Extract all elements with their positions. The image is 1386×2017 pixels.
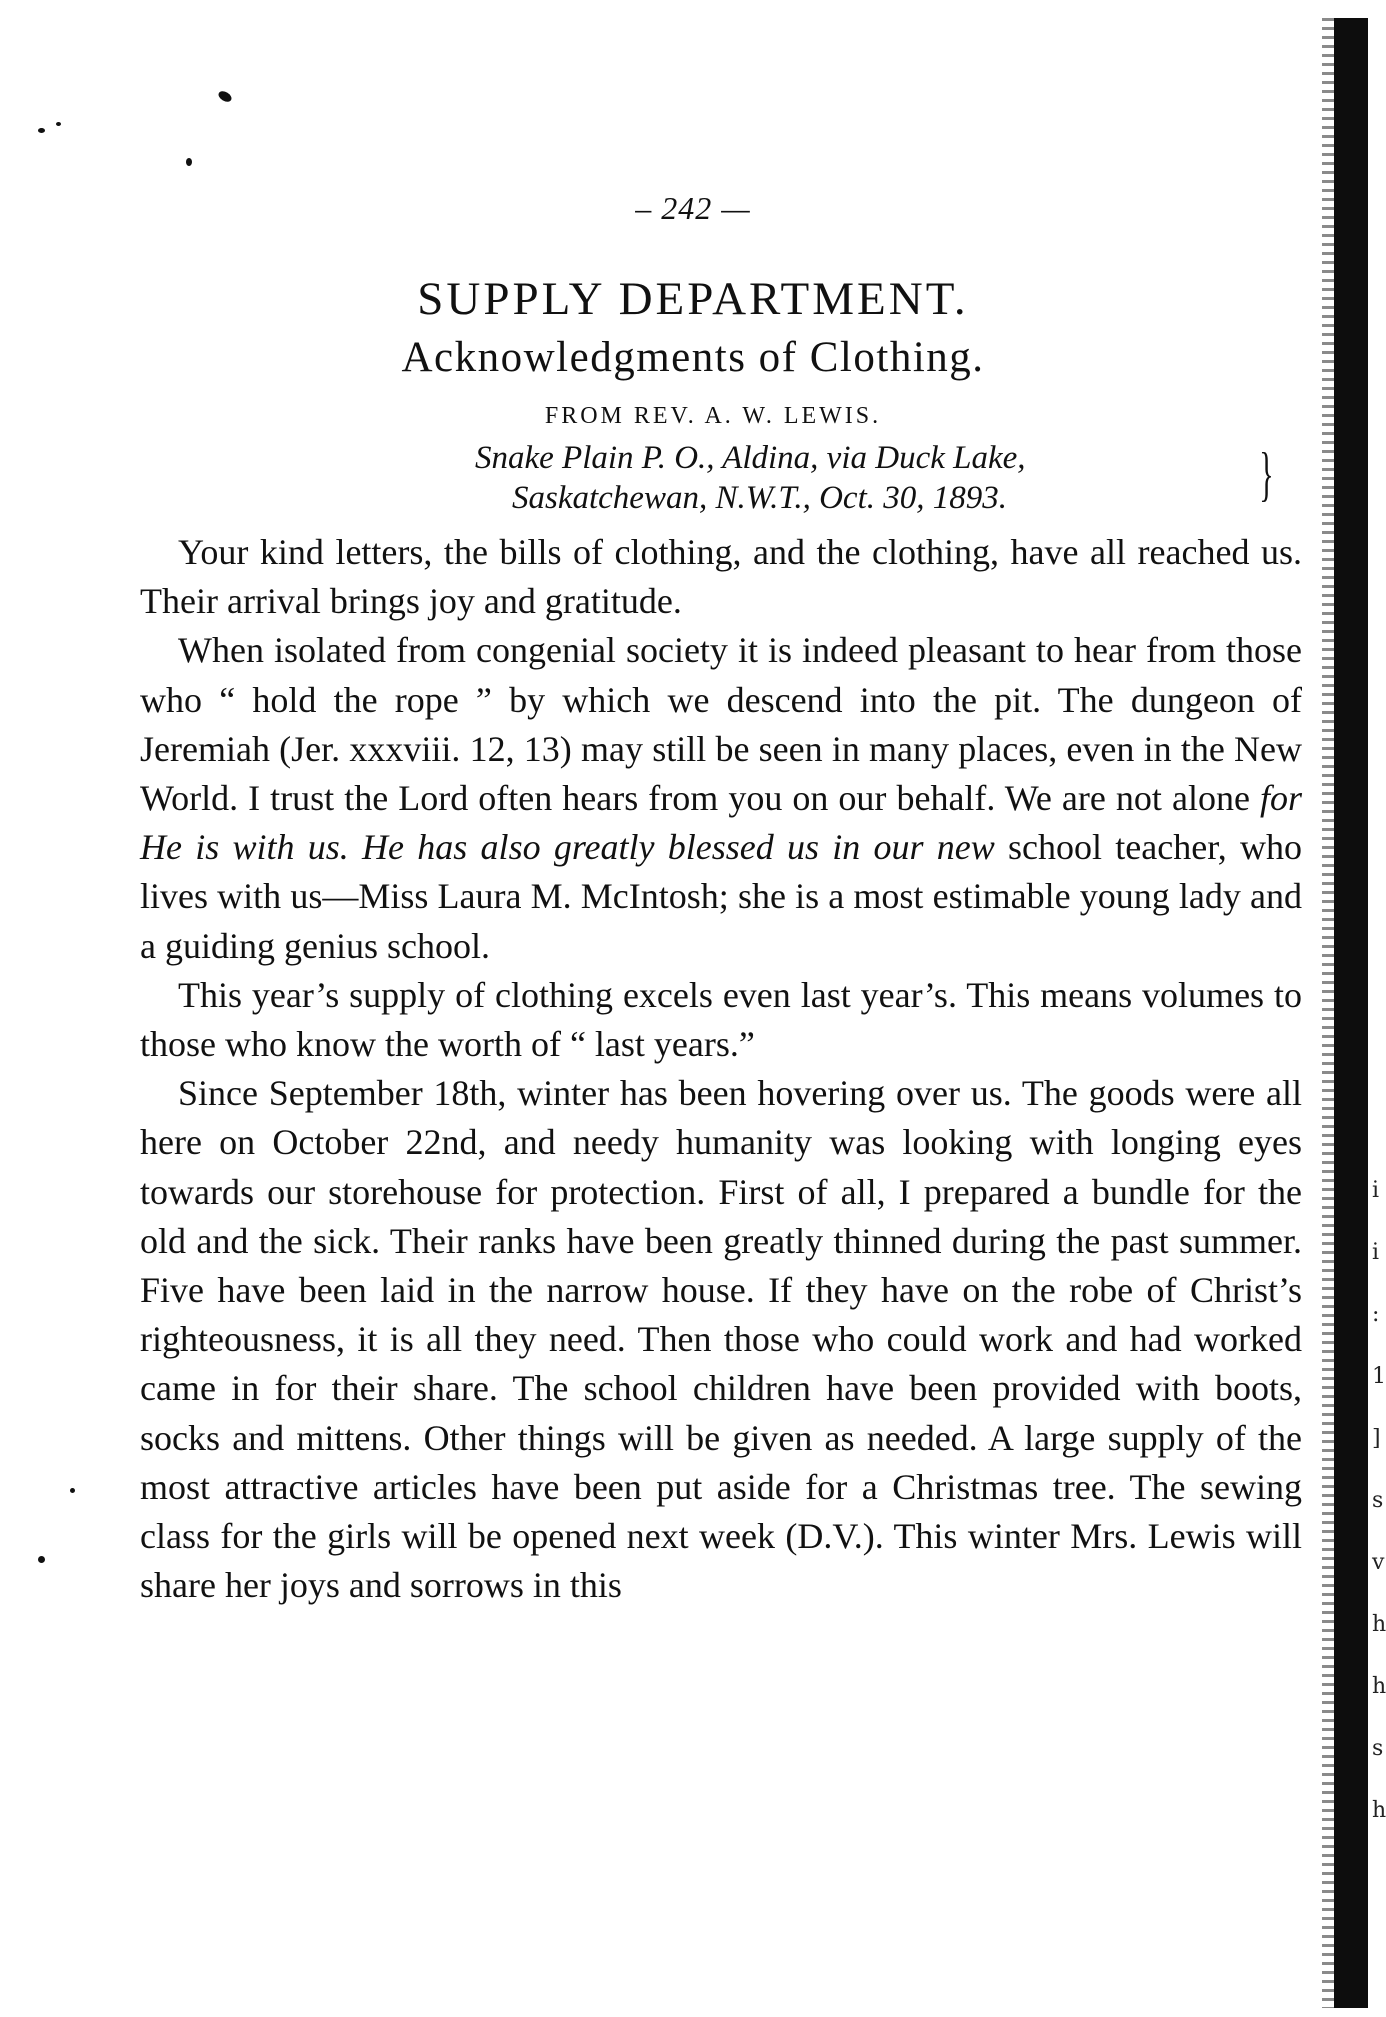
paragraph-text: school teacher, who lives with us—Miss Laura M. McIntosh; she is a most estimable young lady and a guiding genius school. bbox=[140, 827, 1302, 966]
letter-address-line: Snake Plain P. O., Aldina, via Duck Lake, bbox=[475, 440, 1026, 476]
margin-fragments bbox=[1372, 1160, 1386, 1842]
letter-paragraph: Since September 18th, winter has been hovering over us. The goods were all here on October 22nd, and needy humanity was looking with longing eyes towards our storehouse for protection. First of all, I prepared a bundle for the old and the sick. Their ranks have been greatly thinned during the past summer. Five have been laid in the narrow house. If they have on the robe of Christ’s righteousness, it is all they need. Then those who could work and had worked came in for their share. The school children have been provided with boots, socks and mittens. Other things will be given as needed. A large supply of the most attractive articles have been put aside for a Christmas tree. The sewing class for the girls will be opened next week (D.V.). This winter Mrs. Lewis will share her joys and sorrows in this bbox=[140, 1073, 1302, 1606]
paragraph-text: When isolated from congenial society it is indeed pleasant to hear from those who “ hold the rope ” by which we descend into the pit. The dungeon of Jeremiah (Jer. xxxviii. 12, 13) may still be seen in many places, even in the New World. I trust the Lord often hears from you on our behalf. We are not alone bbox=[140, 630, 1302, 819]
section-heading: SUPPLY DEPARTMENT. bbox=[417, 273, 969, 325]
margin-fragment: ] bbox=[1372, 1426, 1381, 1451]
margin-fragment: s bbox=[1372, 1488, 1384, 1513]
margin-fragment: 1 bbox=[1372, 1364, 1386, 1389]
margin-fragment: h bbox=[1372, 1674, 1386, 1699]
ink-speck bbox=[56, 122, 61, 126]
letter-paragraph: This year’s supply of clothing excels even last year’s. This means volumes to those who know the worth of “ last years.” bbox=[140, 974, 1302, 1065]
ink-speck bbox=[38, 128, 45, 133]
margin-fragment: i bbox=[1372, 1178, 1380, 1203]
address-brace: } bbox=[1259, 441, 1274, 507]
letter-paragraph bbox=[140, 626, 1302, 970]
margin-fragment: s bbox=[1372, 1736, 1384, 1761]
page-number: – 242 — bbox=[635, 190, 751, 226]
ink-speck bbox=[217, 89, 234, 104]
letter-paragraph: Your kind letters, the bills of clothing, and the clothing, have all reached us. Their arrival brings joy and gratitude. bbox=[140, 532, 1302, 622]
letter-body bbox=[140, 528, 1302, 1610]
paragraph-italic-text: for He is with us. He has also greatly blessed us in our new bbox=[140, 778, 1302, 868]
margin-fragment: : bbox=[1372, 1302, 1380, 1327]
margin-fragment: h bbox=[1372, 1612, 1386, 1637]
margin-fragment: v bbox=[1372, 1550, 1385, 1575]
margin-fragment: i bbox=[1372, 1240, 1380, 1265]
ink-speck bbox=[38, 1556, 45, 1563]
ink-speck bbox=[186, 158, 192, 166]
letter-author: FROM REV. A. W. LEWIS. bbox=[544, 403, 882, 429]
ink-speck bbox=[70, 1488, 75, 1493]
margin-fragment: h bbox=[1372, 1798, 1386, 1823]
section-subheading: Acknowledgments of Clothing. bbox=[401, 334, 985, 381]
letter-address-line: Saskatchewan, N.W.T., Oct. 30, 1893. bbox=[512, 480, 1007, 516]
